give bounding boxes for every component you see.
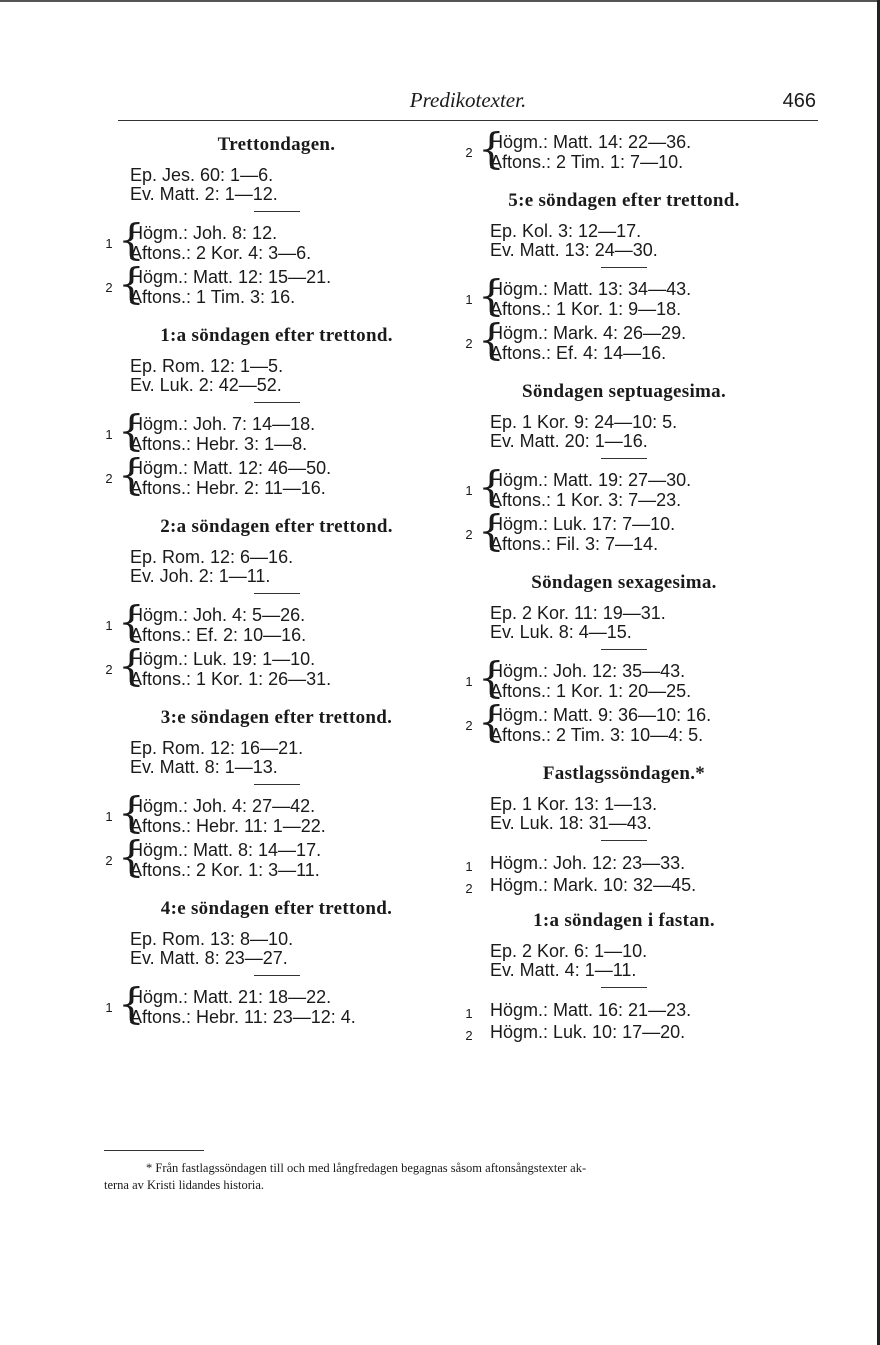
group-number: 2	[105, 853, 113, 868]
group-number: 1	[105, 809, 113, 824]
reading-group	[104, 979, 449, 1029]
brace-icon: {	[478, 462, 505, 511]
gospel-reading: Ev. Matt. 8: 1—13.	[130, 757, 278, 777]
section-3e-sondagen	[104, 705, 449, 882]
aftonsang-reading: Aftons.: Ef. 2: 10—16.	[130, 625, 307, 645]
group-number: 2	[105, 280, 113, 295]
hogmassa-reading	[464, 999, 784, 1021]
section-4e-sondagen	[104, 896, 449, 1029]
group-number: 1	[105, 1000, 113, 1015]
reading-text: Högm.: Joh. 12: 23—33.	[490, 853, 686, 873]
epistle-reading: Ep. Kol. 3: 12—17.	[490, 221, 642, 241]
group-number: 2	[465, 881, 473, 896]
group-number: 1	[465, 1006, 473, 1021]
reading-group	[104, 597, 449, 647]
brace-icon: {	[118, 788, 145, 837]
hogmassa-reading: Högm.: Matt. 14: 22—36.	[490, 132, 692, 152]
reading-group	[464, 653, 784, 703]
reading-group	[104, 259, 449, 309]
right-column	[464, 124, 784, 1043]
brace-icon: {	[118, 406, 145, 455]
reading-group	[104, 450, 449, 500]
hogmassa-reading: Högm.: Mark. 4: 26—29.	[490, 323, 687, 343]
group-number: 1	[465, 859, 473, 874]
brace-icon: {	[478, 506, 505, 555]
epistle-reading: Ep. Rom. 12: 6—16.	[130, 547, 294, 567]
hogmassa-reading: Högm.: Matt. 8: 14—17.	[130, 840, 322, 860]
group-number: 2	[465, 718, 473, 733]
group-number: 1	[105, 236, 113, 251]
brace-icon: {	[118, 979, 145, 1028]
page-title: Predikotexter.	[409, 88, 527, 112]
brace-icon: {	[478, 271, 505, 320]
reading-group	[464, 506, 784, 556]
divider	[254, 975, 300, 976]
footnote-line-2: terna av Kristi lidandes historia.	[104, 1178, 265, 1192]
gospel-reading: Ev. Joh. 2: 1—11.	[130, 566, 271, 586]
gospel-reading: Ev. Matt. 8: 23—27.	[130, 948, 288, 968]
aftonsang-reading: Aftons.: Hebr. 11: 1—22.	[130, 816, 326, 836]
aftonsang-reading: Aftons.: Hebr. 2: 11—16.	[130, 478, 326, 498]
reading-text: Högm.: Matt. 16: 21—23.	[490, 1000, 692, 1020]
aftonsang-reading: Aftons.: 2 Tim. 1: 7—10.	[490, 152, 684, 172]
reading-group	[104, 215, 449, 265]
hogmassa-reading: Högm.: Joh. 4: 5—26.	[130, 605, 306, 625]
section-1a-sondagen	[104, 323, 449, 500]
brace-icon: {	[478, 653, 505, 702]
aftonsang-reading: Aftons.: 2 Kor. 4: 3—6.	[130, 243, 312, 263]
epistle-reading: Ep. 2 Kor. 6: 1—10.	[490, 941, 648, 961]
group-number: 2	[465, 336, 473, 351]
epistle-reading: Ep. Rom. 12: 16—21.	[130, 738, 304, 758]
gospel-reading: Ev. Luk. 18: 31—43.	[490, 813, 652, 833]
brace-icon: {	[118, 832, 145, 881]
section-5e-sondagen	[464, 188, 784, 365]
hogmassa-reading: Högm.: Luk. 17: 7—10.	[490, 514, 676, 534]
section-fastlagssondagen	[464, 761, 784, 896]
hogmassa-reading: Högm.: Joh. 12: 35—43.	[490, 661, 686, 681]
hogmassa-reading	[464, 874, 784, 896]
footnote	[104, 1160, 816, 1194]
group-number: 1	[105, 618, 113, 633]
aftonsang-reading: Aftons.: 1 Tim. 3: 16.	[130, 287, 296, 307]
hogmassa-reading: Högm.: Matt. 12: 15—21.	[130, 267, 332, 287]
gospel-reading: Ev. Matt. 4: 1—11.	[490, 960, 637, 980]
divider	[601, 840, 647, 841]
brace-icon: {	[118, 450, 145, 499]
hogmassa-reading: Högm.: Matt. 13: 34—43.	[490, 279, 692, 299]
hogmassa-reading: Högm.: Matt. 19: 27—30.	[490, 470, 692, 490]
section-heading: 2:a söndagen efter trettond.	[160, 516, 393, 537]
epistle-reading: Ep. 2 Kor. 11: 19—31.	[490, 603, 666, 623]
aftonsang-reading: Aftons.: 1 Kor. 1: 9—18.	[490, 299, 682, 319]
section-1a-sondagen-i-fastan	[464, 908, 784, 1043]
gospel-reading: Ev. Luk. 2: 42—52.	[130, 375, 282, 395]
brace-icon: {	[118, 641, 145, 690]
group-number: 1	[465, 483, 473, 498]
hogmassa-reading: Högm.: Luk. 19: 1—10.	[130, 649, 316, 669]
epistle-reading: Ep. Rom. 12: 1—5.	[130, 356, 284, 376]
divider	[254, 211, 300, 212]
aftonsang-reading: Aftons.: 2 Kor. 1: 3—11.	[130, 860, 320, 880]
hogmassa-reading	[464, 852, 784, 874]
gospel-reading: Ev. Luk. 8: 4—15.	[490, 622, 632, 642]
divider	[601, 267, 647, 268]
epistle-reading: Ep. 1 Kor. 13: 1—13.	[490, 794, 658, 814]
divider	[254, 784, 300, 785]
section-heading: 3:e söndagen efter trettond.	[160, 707, 393, 728]
aftonsang-reading: Aftons.: 2 Tim. 3: 10—4: 5.	[490, 725, 704, 745]
section-septuagesima	[464, 379, 784, 556]
divider	[254, 593, 300, 594]
section-heading: 5:e söndagen efter trettond.	[508, 190, 740, 211]
brace-icon: {	[478, 697, 505, 746]
aftonsang-reading: Aftons.: 1 Kor. 3: 7—23.	[490, 490, 682, 510]
hogmassa-reading: Högm.: Joh. 7: 14—18.	[130, 414, 316, 434]
hogmassa-reading: Högm.: Joh. 8: 12.	[130, 223, 278, 243]
divider	[601, 458, 647, 459]
epistle-reading: Ep. Rom. 13: 8—10.	[130, 929, 294, 949]
footnote-divider	[104, 1150, 204, 1151]
reading-group	[104, 832, 449, 882]
reading-group	[464, 697, 784, 747]
hogmassa-reading: Högm.: Matt. 12: 46—50.	[130, 458, 332, 478]
reading-group	[104, 788, 449, 838]
section-trettondagen	[104, 132, 449, 309]
page-header	[118, 86, 818, 121]
reading-group	[104, 406, 449, 456]
group-number: 2	[465, 527, 473, 542]
gospel-reading: Ev. Matt. 13: 24—30.	[490, 240, 658, 260]
section-heading: Söndagen sexagesima.	[531, 572, 717, 593]
epistle-reading: Ep. Jes. 60: 1—6.	[130, 165, 274, 185]
reading-group	[104, 641, 449, 691]
hogmassa-reading: Högm.: Matt. 9: 36—10: 16.	[490, 705, 712, 725]
section-heading: 1:a söndagen i fastan.	[533, 910, 715, 931]
brace-icon: {	[478, 315, 505, 364]
aftonsang-reading: Aftons.: Hebr. 11: 23—12: 4.	[130, 1007, 356, 1027]
divider	[254, 402, 300, 403]
left-column	[104, 132, 449, 1031]
section-heading: 1:a söndagen efter trettond.	[160, 325, 393, 346]
aftonsang-reading: Aftons.: Hebr. 3: 1—8.	[130, 434, 308, 454]
page-number: 466	[782, 90, 816, 112]
reading-group	[464, 271, 784, 321]
reading-group-continuation	[464, 124, 784, 174]
brace-icon: {	[478, 124, 505, 173]
scan-edge-top	[0, 0, 880, 2]
hogmassa-reading	[464, 1021, 784, 1043]
group-number: 2	[105, 471, 113, 486]
group-number: 1	[465, 292, 473, 307]
group-number: 1	[465, 674, 473, 689]
footnote-line-1: * Från fastlagssöndagen till och med långfredagen begagnas såsom aftonsångstexter ak-	[146, 1161, 587, 1175]
group-number: 2	[465, 145, 473, 160]
aftonsang-reading: Aftons.: 1 Kor. 1: 26—31.	[130, 669, 332, 689]
divider	[601, 987, 647, 988]
reading-text: Högm.: Mark. 10: 32—45.	[490, 875, 697, 895]
aftonsang-reading: Aftons.: Ef. 4: 14—16.	[490, 343, 667, 363]
hogmassa-reading: Högm.: Joh. 4: 27—42.	[130, 796, 316, 816]
group-number: 2	[105, 662, 113, 677]
section-heading: Fastlagssöndagen.*	[542, 763, 706, 784]
brace-icon: {	[118, 597, 145, 646]
section-2a-sondagen	[104, 514, 449, 691]
reading-group	[464, 315, 784, 365]
brace-icon: {	[118, 259, 145, 308]
brace-icon: {	[118, 215, 145, 264]
group-number: 2	[465, 1028, 473, 1043]
section-sexagesima	[464, 570, 784, 747]
section-heading: Trettondagen.	[217, 134, 336, 155]
aftonsang-reading: Aftons.: Fil. 3: 7—14.	[490, 534, 659, 554]
divider	[601, 649, 647, 650]
hogmassa-reading: Högm.: Matt. 21: 18—22.	[130, 987, 332, 1007]
gospel-reading: Ev. Matt. 20: 1—16.	[490, 431, 648, 451]
section-heading: 4:e söndagen efter trettond.	[160, 898, 393, 919]
gospel-reading: Ev. Matt. 2: 1—12.	[130, 184, 278, 204]
aftonsang-reading: Aftons.: 1 Kor. 1: 20—25.	[490, 681, 692, 701]
group-number: 1	[105, 427, 113, 442]
reading-text: Högm.: Luk. 10: 17—20.	[490, 1022, 686, 1042]
section-heading: Söndagen septuagesima.	[521, 381, 727, 402]
epistle-reading: Ep. 1 Kor. 9: 24—10: 5.	[490, 412, 678, 432]
reading-group	[464, 462, 784, 512]
